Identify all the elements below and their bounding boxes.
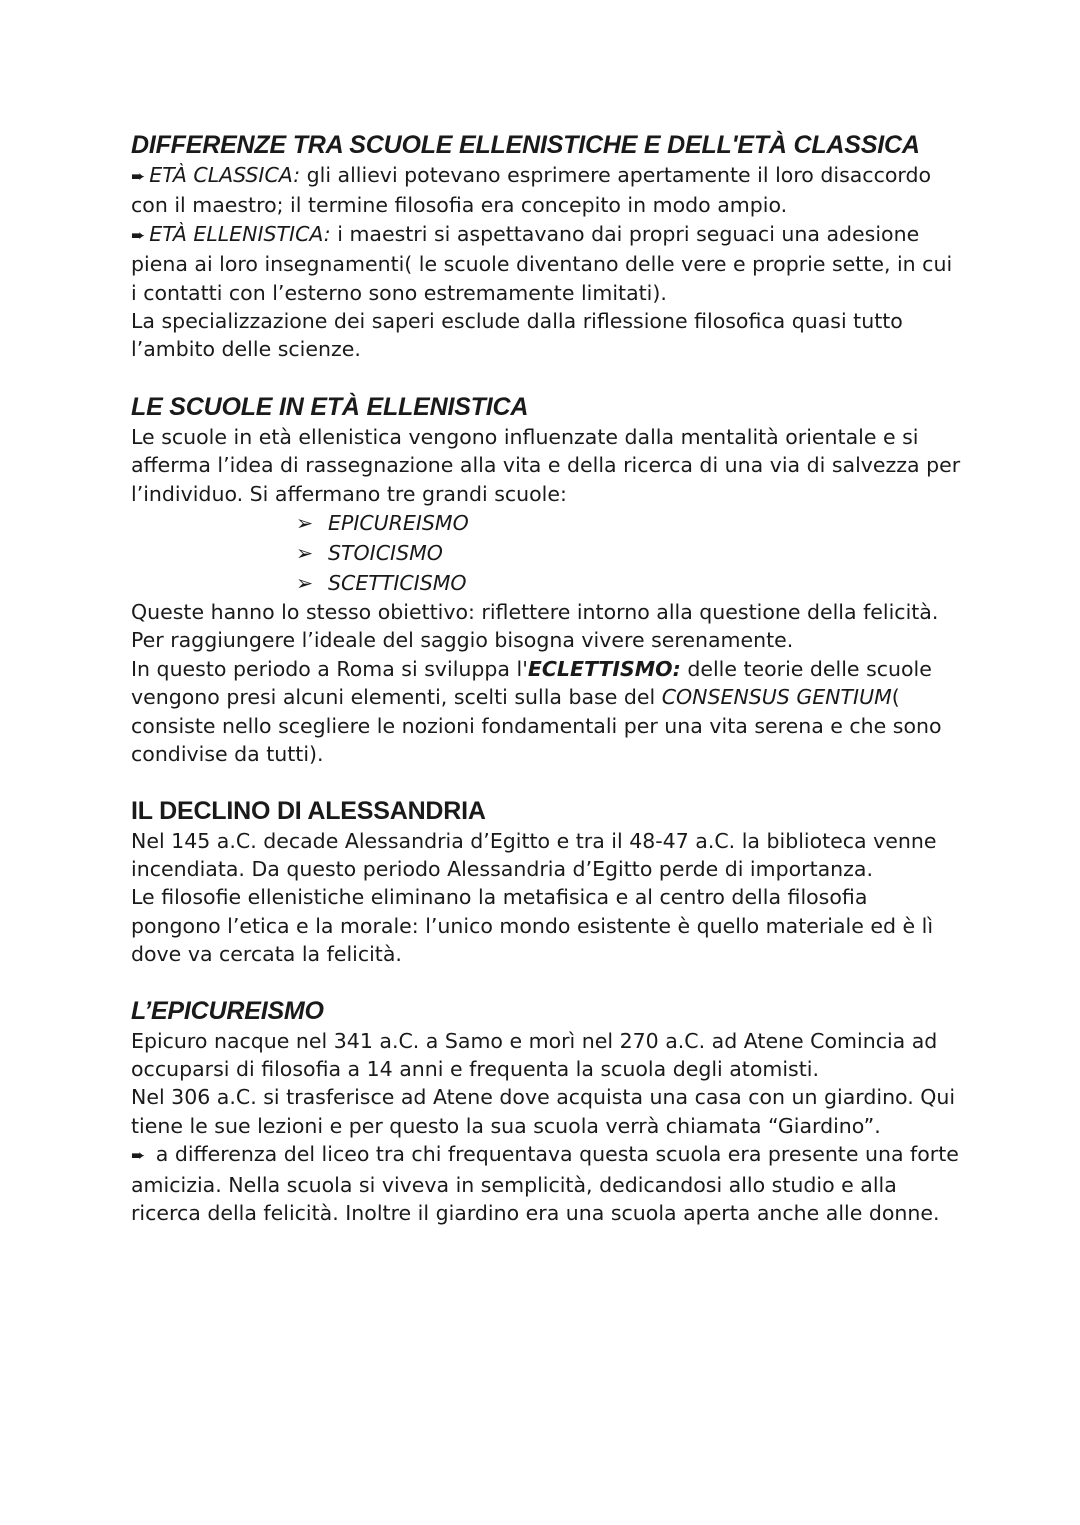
paragraph-intro: Le scuole in età ellenistica vengono influenzate dalla mentalità orientale e si afferma l’idea di rassegnazione alla vita e della ricerca di una via di salvezza per l’individuo. Si affermano tre grandi scuole: bbox=[131, 424, 961, 506]
term-label: ECLETTISMO: bbox=[527, 656, 681, 681]
paragraph-specializzazione: La specializzazione dei saperi esclude dalla riflessione filosofica quasi tutto l’ambito delle scienze. bbox=[131, 309, 903, 362]
section-title: LE SCUOLE IN ETÀ ELLENISTICA bbox=[131, 392, 529, 421]
list-item: ➢ STOICISMO bbox=[296, 538, 961, 568]
paragraph-eta-classica bbox=[131, 161, 961, 220]
list-item: ➢ EPICUREISMO bbox=[296, 508, 961, 538]
arrowhead-bullet-icon: ➢ bbox=[296, 571, 314, 596]
arrowhead-bullet-icon: ➢ bbox=[296, 541, 314, 566]
term-label: ETÀ ELLENISTICA: bbox=[149, 221, 331, 246]
arrow-icon: ➨ bbox=[131, 1146, 146, 1167]
paragraph-eclettismo: In questo periodo a Roma si sviluppa l'ECLETTISMO: delle teorie delle scuole vengono presi alcuni elementi, scelti sulla base del CONSENSUS GENTIUM( consiste nello scegliere le nozioni fondamentali per una vita serena e che sono condivise da tutti). bbox=[131, 656, 942, 767]
paragraph-obiettivo: Queste hanno lo stesso obiettivo: riflettere intorno alla questione della felicità. Per raggiungere l’ideale del saggio bisogna vivere serenamente. bbox=[131, 600, 939, 653]
paragraph-text: gli allievi potevano esprimere apertamente il loro disaccordo con il maestro; il termine filosofia era concepito in modo ampio. bbox=[131, 163, 932, 218]
section-title: IL DECLINO DI ALESSANDRIA bbox=[131, 796, 486, 825]
paragraph-filosofie: Le filosofie ellenistiche eliminano la metafisica e al centro della filosofia pongono l’etica e la morale: l’unico mondo esistente è quello materiale ed è lì dove va cercata la felicità. bbox=[131, 885, 934, 967]
term-label: ETÀ CLASSICA: bbox=[149, 163, 301, 187]
list-item: ➢ SCETTICISMO bbox=[296, 568, 961, 598]
section-title: DIFFERENZE TRA SCUOLE ELLENISTICHE E DELL'ETÀ CLASSICA bbox=[131, 131, 920, 159]
paragraph-giardino: Nel 306 a.C. si trasferisce ad Atene dove acquista una casa con un giardino. Qui tiene le sue lezioni e per questo la sua scuola verrà chiamata “Giardino”. bbox=[131, 1085, 956, 1138]
arrowhead-bullet-icon: ➢ bbox=[296, 511, 314, 536]
arrow-icon: ➨ bbox=[131, 167, 146, 187]
document-page bbox=[131, 129, 961, 1253]
arrow-icon: ➨ bbox=[131, 225, 146, 246]
paragraph-declino: Nel 145 a.C. decade Alessandria d’Egitto e tra il 48-47 a.C. la biblioteca venne incendiata. Da questo periodo Alessandria d’Egitto perde di importanza. bbox=[131, 828, 937, 881]
section-scuole-ellenistiche bbox=[131, 391, 961, 769]
paragraph-amicizia: ➨ a differenza del liceo tra chi frequentava questa scuola era presente una forte amicizia. Nella scuola si viveva in semplicità, dedicandosi allo studio e alla ricerca della felicità. Inoltre il giardino era una scuola aperta anche alle donne. bbox=[131, 1142, 959, 1225]
section-declino-alessandria bbox=[131, 795, 961, 969]
section-title: L’EPICUREISMO bbox=[131, 996, 324, 1025]
term-label: CONSENSUS GENTIUM bbox=[661, 685, 892, 710]
paragraph-eta-ellenistica bbox=[131, 220, 961, 307]
paragraph-text: i maestri si aspettavano dai propri seguaci una adesione piena ai loro insegnamenti( le scuole diventano delle vere e proprie sette, in cui i contatti con l’esterno sono estremamente limitati). bbox=[131, 221, 953, 305]
paragraph-epicuro: Epicuro nacque nel 341 a.C. a Samo e morì nel 270 a.C. ad Atene Comincia ad occuparsi di filosofia a 14 anni e frequenta la scuola degli atomisti. bbox=[131, 1028, 938, 1081]
section-epicureismo bbox=[131, 995, 961, 1228]
section-differenze bbox=[131, 129, 961, 364]
schools-list bbox=[131, 508, 961, 598]
